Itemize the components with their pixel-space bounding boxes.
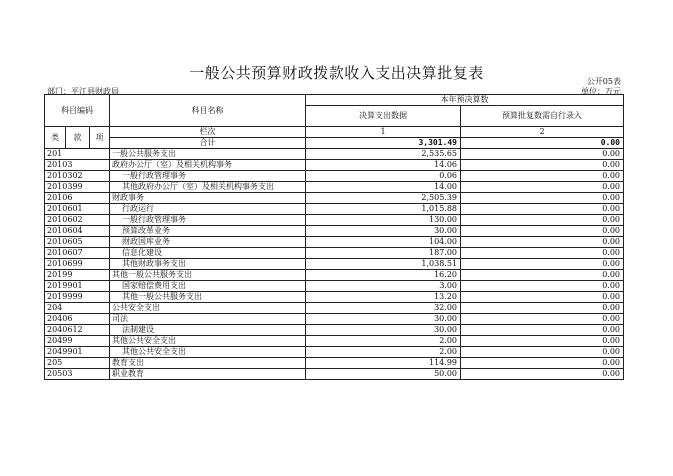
- row-col2: 0.00: [461, 358, 624, 369]
- table-row: [45, 270, 624, 281]
- header-row-1: [45, 95, 624, 106]
- budget-table: [44, 94, 624, 380]
- row-code: 2010604: [45, 226, 110, 237]
- row-code: 204: [45, 303, 110, 314]
- row-name: 一般行政管理事务: [110, 171, 306, 182]
- row-name: 教育支出: [110, 358, 306, 369]
- table-row: [45, 215, 624, 226]
- row-col1: 30.00: [306, 314, 461, 325]
- table-row: [45, 237, 624, 248]
- row-col1: 14.06: [306, 160, 461, 171]
- row-name: 其他一般公共服务支出: [110, 292, 306, 303]
- row-name: 财政事务: [110, 193, 306, 204]
- row-col1: 2.00: [306, 336, 461, 347]
- row-col1: 16.20: [306, 270, 461, 281]
- row-name: 其他一般公共服务支出: [110, 270, 306, 281]
- table-row: [45, 292, 624, 303]
- col1-header: 决算支出数据: [306, 106, 461, 127]
- row-code: 20106: [45, 193, 110, 204]
- row-code: 2019901: [45, 281, 110, 292]
- row-col1: 187.00: [306, 248, 461, 259]
- row-col2: 0.00: [461, 336, 624, 347]
- row-name: 信息化建设: [110, 248, 306, 259]
- row-code: 201: [45, 149, 110, 160]
- table-row: [45, 314, 624, 325]
- row-col2: 0.00: [461, 215, 624, 226]
- row-col2: 0.00: [461, 281, 624, 292]
- form-code: 公开05表: [586, 77, 621, 86]
- lanci-label: 栏次: [110, 127, 306, 138]
- row-col2: 0.00: [461, 292, 624, 303]
- row-col2: 0.00: [461, 303, 624, 314]
- row-code: 2019999: [45, 292, 110, 303]
- table-row: [45, 347, 624, 358]
- table-row: [45, 160, 624, 171]
- kuan-header: 款: [66, 127, 90, 149]
- row-name: 其他政府办公厅（室）及相关机构事务支出: [110, 182, 306, 193]
- col2-number: 2: [461, 127, 624, 138]
- row-code: 205: [45, 358, 110, 369]
- row-col1: 0.06: [306, 171, 461, 182]
- row-code: 20503: [45, 369, 110, 380]
- row-col2: 0.00: [461, 325, 624, 336]
- budget-group-header: 本年预决算数: [306, 95, 624, 106]
- row-col1: 13.20: [306, 292, 461, 303]
- row-name: 公共安全支出: [110, 303, 306, 314]
- row-col2: 0.00: [461, 237, 624, 248]
- row-col1: 1,015.88: [306, 204, 461, 215]
- col1-number: 1: [306, 127, 461, 138]
- row-col1: 30.00: [306, 226, 461, 237]
- row-col1: 3.00: [306, 281, 461, 292]
- row-name: 司法: [110, 314, 306, 325]
- row-col1: 2,535.65: [306, 149, 461, 160]
- row-col2: 0.00: [461, 347, 624, 358]
- row-name: 职业教育: [110, 369, 306, 380]
- row-name: 行政运行: [110, 204, 306, 215]
- table-row: [45, 204, 624, 215]
- row-col2: 0.00: [461, 259, 624, 270]
- row-col1: 130.00: [306, 215, 461, 226]
- row-col2: 0.00: [461, 171, 624, 182]
- department-label: 部门：平江县财政局: [47, 87, 119, 96]
- row-code: 2010601: [45, 204, 110, 215]
- row-col1: 14.00: [306, 182, 461, 193]
- table-row: [45, 358, 624, 369]
- row-code: 2040612: [45, 325, 110, 336]
- row-name: 国家赔偿费用支出: [110, 281, 306, 292]
- row-col1: 50.00: [306, 369, 461, 380]
- total-col1: 3,301.49: [306, 138, 461, 149]
- col2-header: 预算批复数需自行录入: [461, 106, 624, 127]
- subject-code-header: 科目编码: [45, 95, 110, 127]
- row-col1: 104.00: [306, 237, 461, 248]
- row-name: 一般公共服务支出: [110, 149, 306, 160]
- row-col2: 0.00: [461, 160, 624, 171]
- row-col2: 0.00: [461, 369, 624, 380]
- row-name: 其他公共安全支出: [110, 347, 306, 358]
- row-col2: 0.00: [461, 248, 624, 259]
- row-code: 20499: [45, 336, 110, 347]
- row-name: 其他财政事务支出: [110, 259, 306, 270]
- row-code: 2010699: [45, 259, 110, 270]
- table-row: [45, 303, 624, 314]
- table-row: [45, 193, 624, 204]
- row-col2: 0.00: [461, 193, 624, 204]
- header-row-3: [45, 127, 624, 138]
- unit-label: 单位：万元: [581, 87, 621, 96]
- row-name: 预算改革业务: [110, 226, 306, 237]
- row-code: 2010399: [45, 182, 110, 193]
- row-name: 其他公共安全支出: [110, 336, 306, 347]
- lei-header: 类: [45, 127, 66, 149]
- report-title: 一般公共预算财政拨款收入支出决算批复表: [189, 64, 484, 82]
- row-code: 2010602: [45, 215, 110, 226]
- row-col2: 0.00: [461, 149, 624, 160]
- row-code: 2010605: [45, 237, 110, 248]
- subject-name-header: 科目名称: [110, 95, 306, 127]
- table-row: [45, 336, 624, 347]
- row-code: 2049901: [45, 347, 110, 358]
- row-col1: 30.00: [306, 325, 461, 336]
- row-name: 政府办公厅（室）及相关机构事务: [110, 160, 306, 171]
- row-code: 2010302: [45, 171, 110, 182]
- total-col2: 0.00: [461, 138, 624, 149]
- table-row: [45, 149, 624, 160]
- table-row: [45, 281, 624, 292]
- table-row: [45, 325, 624, 336]
- row-col2: 0.00: [461, 226, 624, 237]
- total-row: [45, 138, 624, 149]
- row-col1: 32.00: [306, 303, 461, 314]
- row-name: 财政国库业务: [110, 237, 306, 248]
- table-row: [45, 182, 624, 193]
- row-name: 法制建设: [110, 325, 306, 336]
- table-row: [45, 226, 624, 237]
- row-col1: 2.00: [306, 347, 461, 358]
- row-code: 20103: [45, 160, 110, 171]
- table-row: [45, 171, 624, 182]
- row-col2: 0.00: [461, 314, 624, 325]
- row-col1: 114.99: [306, 358, 461, 369]
- table-row: [45, 259, 624, 270]
- row-col1: 2,505.39: [306, 193, 461, 204]
- total-label: 合计: [110, 138, 306, 149]
- row-col2: 0.00: [461, 204, 624, 215]
- row-col2: 0.00: [461, 182, 624, 193]
- xiang-header: 项: [90, 127, 110, 149]
- row-col1: 1,038.51: [306, 259, 461, 270]
- table-row: [45, 248, 624, 259]
- row-col2: 0.00: [461, 270, 624, 281]
- table-row: [45, 369, 624, 380]
- row-code: 20199: [45, 270, 110, 281]
- row-name: 一般行政管理事务: [110, 215, 306, 226]
- row-code: 20406: [45, 314, 110, 325]
- row-code: 2010607: [45, 248, 110, 259]
